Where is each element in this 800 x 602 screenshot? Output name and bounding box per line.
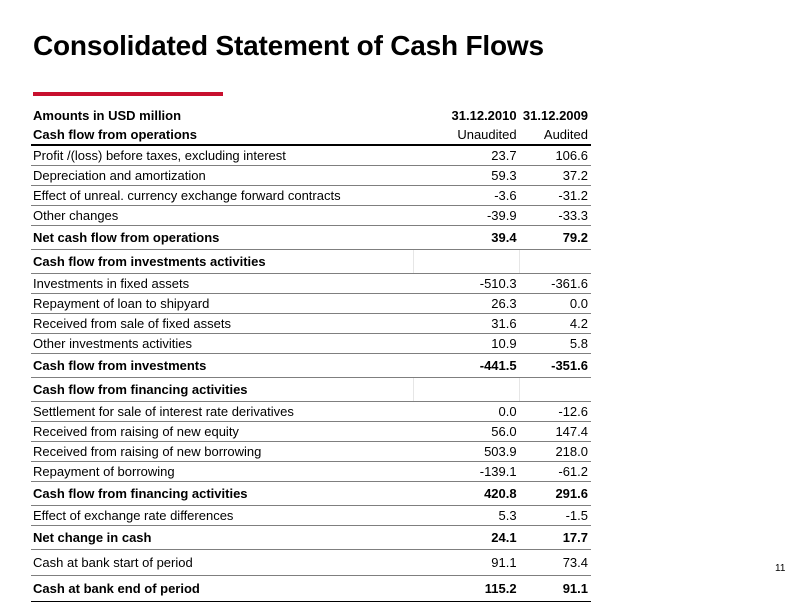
page-title: Consolidated Statement of Cash Flows — [33, 30, 544, 61]
table-row — [31, 166, 591, 186]
row-label: Received from raising of new equity — [31, 422, 414, 442]
table-row — [31, 550, 591, 576]
title-accent-bar — [33, 92, 223, 96]
total-row — [31, 226, 591, 250]
table-row — [31, 145, 591, 166]
section-header-row — [31, 378, 591, 402]
value-2009: -351.6 — [520, 354, 591, 378]
row-label: Repayment of borrowing — [31, 462, 414, 482]
table-row — [31, 506, 591, 526]
value-2009 — [520, 378, 591, 402]
value-2010: -441.5 — [414, 354, 520, 378]
col-2010-status: Unaudited — [414, 125, 520, 145]
value-2010: -39.9 — [414, 206, 520, 226]
total-row — [31, 482, 591, 506]
value-2010: 26.3 — [414, 294, 520, 314]
value-2009: 91.1 — [520, 576, 591, 602]
value-2009: 37.2 — [520, 166, 591, 186]
table-row — [31, 422, 591, 442]
section-header-row — [31, 250, 591, 274]
value-2010: 23.7 — [414, 145, 520, 166]
row-label: Other investments activities — [31, 334, 414, 354]
value-2009: 291.6 — [520, 482, 591, 506]
value-2010: 115.2 — [414, 576, 520, 602]
row-label: Net change in cash — [31, 526, 414, 550]
header-row-status — [31, 125, 591, 145]
value-2009: -361.6 — [520, 274, 591, 294]
value-2010: 10.9 — [414, 334, 520, 354]
table-row — [31, 334, 591, 354]
value-2010: -139.1 — [414, 462, 520, 482]
row-label: Cash at bank start of period — [31, 550, 414, 576]
row-label: Repayment of loan to shipyard — [31, 294, 414, 314]
units-label: Amounts in USD million — [33, 108, 182, 123]
col-2009-status: Audited — [520, 125, 591, 145]
value-2010 — [414, 378, 520, 402]
value-2010 — [414, 250, 520, 274]
value-2010: 5.3 — [414, 506, 520, 526]
value-2010: 39.4 — [414, 226, 520, 250]
cash-flow-table — [31, 106, 591, 602]
value-2009: 17.7 — [520, 526, 591, 550]
value-2009: 73.4 — [520, 550, 591, 576]
value-2010: 420.8 — [414, 482, 520, 506]
value-2010: 59.3 — [414, 166, 520, 186]
value-2009: 0.0 — [520, 294, 591, 314]
value-2009: 218.0 — [520, 442, 591, 462]
value-2009: 5.8 — [520, 334, 591, 354]
value-2009: -61.2 — [520, 462, 591, 482]
value-2009: -31.2 — [520, 186, 591, 206]
value-2010: 503.9 — [414, 442, 520, 462]
total-row — [31, 576, 591, 602]
value-2009: 147.4 — [520, 422, 591, 442]
table-row — [31, 294, 591, 314]
row-label: Cash at bank end of period — [31, 576, 414, 602]
value-2010: 0.0 — [414, 402, 520, 422]
row-label: Other changes — [31, 206, 414, 226]
value-2010: 24.1 — [414, 526, 520, 550]
value-2010: -3.6 — [414, 186, 520, 206]
value-2009: 79.2 — [520, 226, 591, 250]
col-2010-date: 31.12.2010 — [451, 108, 517, 123]
col-2009-date: 31.12.2009 — [522, 108, 588, 123]
row-label: Cash flow from investments activities — [31, 250, 414, 274]
header-row-dates — [31, 106, 591, 125]
row-label: Profit /(loss) before taxes, excluding interest — [31, 145, 414, 166]
table-row — [31, 442, 591, 462]
table-row — [31, 462, 591, 482]
page-number: 11 — [775, 563, 786, 574]
value-2009: -33.3 — [520, 206, 591, 226]
row-label: Effect of unreal. currency exchange forward contracts — [31, 186, 414, 206]
table-row — [31, 402, 591, 422]
section-label-operations: Cash flow from operations — [31, 125, 414, 145]
value-2009: -12.6 — [520, 402, 591, 422]
table-row — [31, 314, 591, 334]
value-2010: 91.1 — [414, 550, 520, 576]
table-row — [31, 206, 591, 226]
row-label: Cash flow from financing activities — [31, 378, 414, 402]
value-2010: 31.6 — [414, 314, 520, 334]
row-label: Received from sale of fixed assets — [31, 314, 414, 334]
value-2009: 106.6 — [520, 145, 591, 166]
value-2010: -510.3 — [414, 274, 520, 294]
table-row — [31, 186, 591, 206]
row-label: Effect of exchange rate differences — [31, 506, 414, 526]
row-label: Investments in fixed assets — [31, 274, 414, 294]
row-label: Net cash flow from operations — [31, 226, 414, 250]
table-row — [31, 274, 591, 294]
total-row — [31, 354, 591, 378]
row-label: Cash flow from financing activities — [31, 482, 414, 506]
value-2010: 56.0 — [414, 422, 520, 442]
value-2009 — [520, 250, 591, 274]
value-2009: -1.5 — [520, 506, 591, 526]
total-row — [31, 526, 591, 550]
row-label: Received from raising of new borrowing — [31, 442, 414, 462]
row-label: Settlement for sale of interest rate derivatives — [31, 402, 414, 422]
value-2009: 4.2 — [520, 314, 591, 334]
row-label: Cash flow from investments — [31, 354, 414, 378]
row-label: Depreciation and amortization — [31, 166, 414, 186]
